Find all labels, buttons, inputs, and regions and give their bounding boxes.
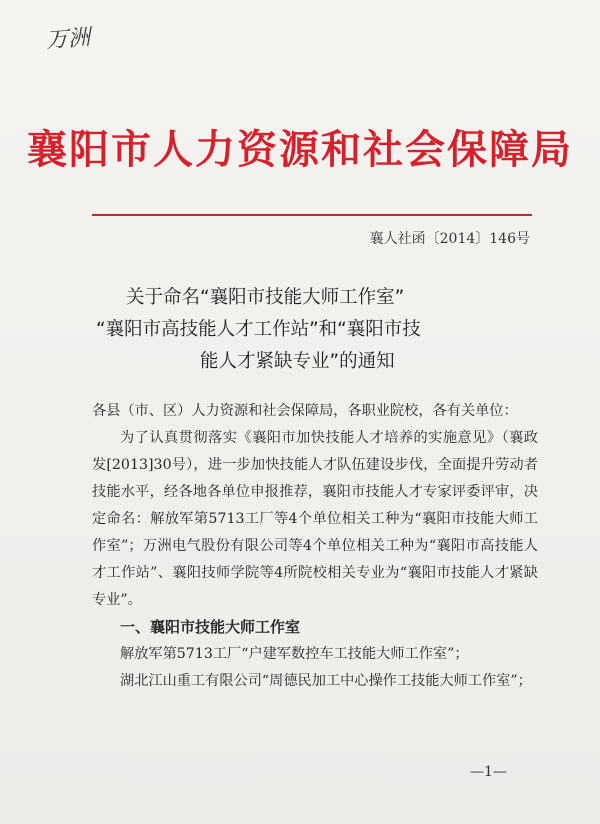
agency-letterhead: 襄阳市人力资源和社会保障局 bbox=[27, 126, 573, 173]
main-paragraph: 为了认真贯彻落实《襄阳市加快技能人才培养的实施意见》（襄政发[2013]30号），进一步加快技能人才队伍建设步伐，全面提升劳动者技能水平，经各地各单位申报推荐，襄阳市技能人才专家评委评审，决定命名：解放军第5713工厂等4个单位相关工种为“襄阳市技能大师工作室”；万洲电气股份有限公司等4个单位相关工种为“襄阳市高技能人才工作站”、襄阳技师学院等4所院校相关专业为“襄阳市技能人才紧缺专业”。 bbox=[92, 430, 538, 608]
title-line-3: 能人才紧缺专业”的通知 bbox=[200, 351, 395, 372]
list-item: 湖北江山重工有限公司“周德民加工中心操作工技能大师工作室”； bbox=[120, 673, 532, 689]
title-line-2: “襄阳市高技能人才工作站”和“襄阳市技 bbox=[96, 319, 421, 340]
list-item: 解放军第5713工厂“户建军数控车工技能大师工作室”； bbox=[120, 646, 469, 662]
salutation: 各县（市、区）人力资源和社会保障局，各职业院校，各有关单位： bbox=[92, 403, 518, 419]
notice-body bbox=[92, 398, 538, 695]
document-number: 襄人社函〔2014〕146号 bbox=[369, 231, 530, 247]
letterhead-red-line bbox=[92, 214, 532, 216]
title-line-1: 关于命名“襄阳市技能大师工作室” bbox=[126, 287, 405, 308]
page-number: —1— bbox=[470, 764, 507, 780]
section-heading: 一、襄阳市技能大师工作室 bbox=[120, 618, 301, 636]
handwritten-note: 万洲 bbox=[45, 25, 91, 54]
notice-title bbox=[96, 282, 536, 378]
